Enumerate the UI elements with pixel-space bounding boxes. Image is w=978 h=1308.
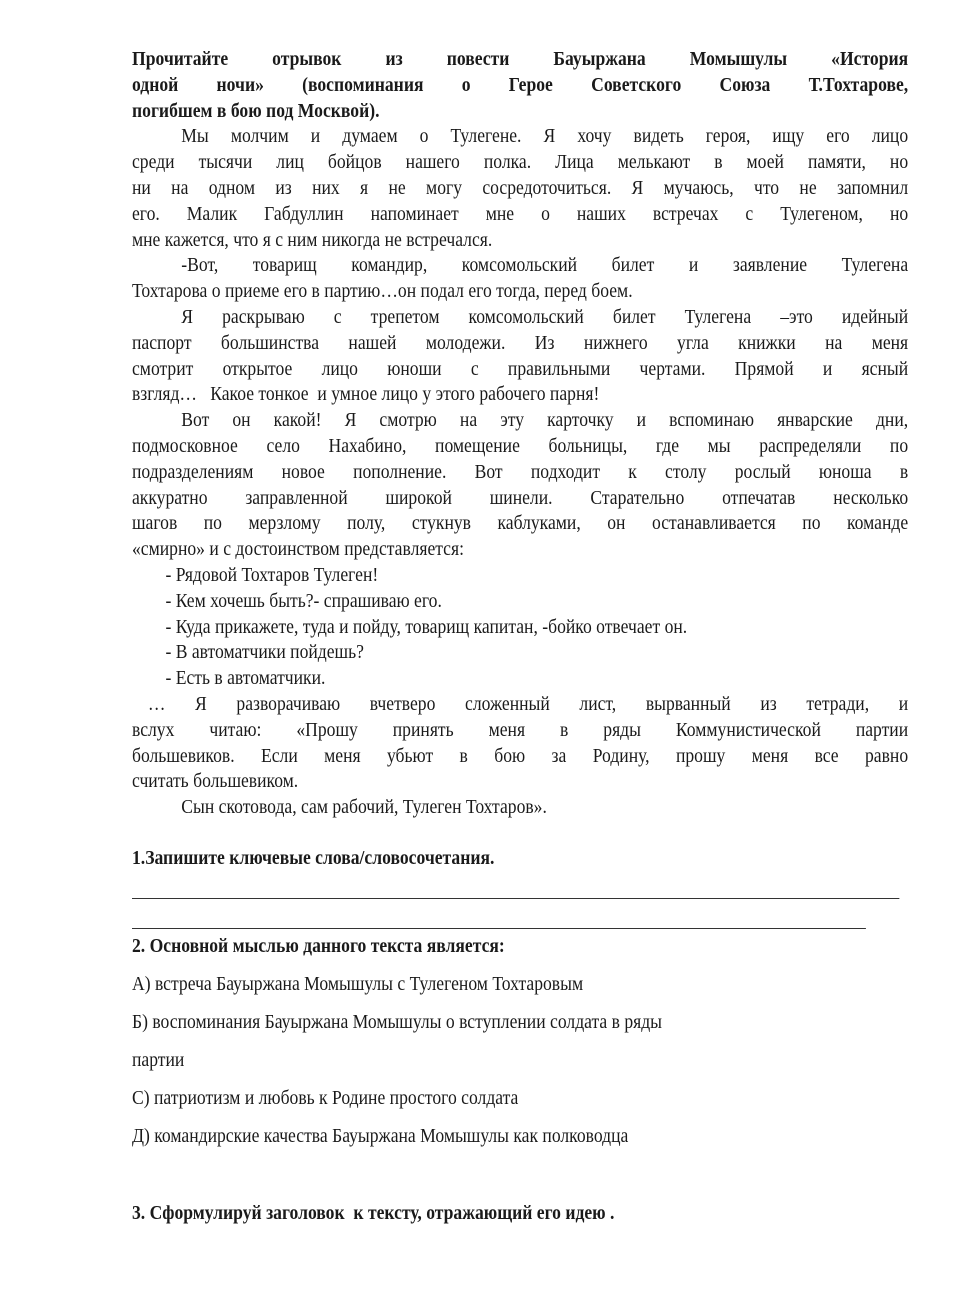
option-b-continued: партии — [132, 1049, 185, 1071]
intro-heading — [132, 47, 908, 124]
text-line: Вот он какой! Я смотрю на эту карточку и вспоминаю январские дни, — [181, 409, 909, 432]
text-line: подмосковное село Нахабино, помещение больницы, где мы распределяли по — [132, 434, 909, 457]
answer-line[interactable] — [132, 928, 866, 929]
option-b[interactable]: Б) воспоминания Бауыржана Момышулы о вступлении солдата в ряды — [132, 1011, 663, 1033]
heading-line: Прочитайте отрывок из повести Бауыржана Момышулы «История — [132, 48, 909, 70]
question-1-text: 1.Запишите ключевые слова/словосочетания. — [132, 847, 495, 869]
dialogue-line: - Куда прикажете, туда и пойду, товарищ капитан, -бойко отвечает он. — [165, 615, 688, 638]
text-line: подразделениям новое пополнение. Вот подходит к столу рослый юноша в — [132, 460, 909, 483]
text-line: мне кажется, что я с ним никогда не встречался. — [132, 228, 493, 251]
text-line: «смирно» и с достоинством представляется: — [132, 538, 464, 561]
text-line: среди тысячи лиц бойцов нашего полка. Лица мелькают в моей памяти, но — [132, 151, 909, 174]
text-line: шагов по мерзлому полу, стукнув каблуками, он останавливается по команде — [132, 512, 909, 535]
document-page — [132, 47, 909, 1224]
text-line: аккуратно заправленной широкой шинели. Старательно отпечатав несколько — [132, 486, 909, 509]
text-line: ни на одном из них я не могу сосредоточиться. Я мучаюсь, что не запомнил — [132, 176, 909, 199]
text-line: -Вот, товарищ командир, комсомольский билет и заявление Тулегена — [181, 254, 909, 277]
text-line: … Я разворачиваю вчетверо сложенный лист, вырванный из тетради, и — [147, 692, 909, 715]
text-line: паспорт большинства нашей молодежи. Из нижнего угла книжки на меня — [132, 331, 909, 354]
heading-line: одной ночи» (воспоминания о Герое Советского Союза Т.Тохтарове, — [132, 73, 909, 96]
answer-line[interactable] — [132, 898, 899, 899]
question-3-text: 3. Сформулируй заголовок к тексту, отражающий его идею . — [132, 1202, 615, 1224]
dialogue-line: - Есть в автоматчики. — [165, 667, 326, 690]
text-line: его. Малик Габдуллин напоминает мне о наших встречах с Тулегеном, но — [132, 202, 909, 225]
text-line: Тохтарова о приеме его в партию…он подал его тогда, перед боем. — [132, 280, 633, 303]
question-2-text: 2. Основной мыслью данного текста является: — [132, 935, 505, 957]
dialogue-line: - Кем хочешь быть?- спрашиваю его. — [165, 589, 442, 612]
dialogue-line: - Рядовой Тохтаров Тулеген! — [165, 563, 379, 586]
text-line: взгляд… Какое тонкое и умное лицо у этого рабочего парня! — [132, 383, 600, 406]
text-line: считать большевиком. — [132, 770, 299, 793]
option-d[interactable]: Д) командирские качества Бауыржана Момышулы как полководца — [132, 1125, 629, 1147]
text-line: Мы молчим и думаем о Тулегене. Я хочу видеть героя, ищу его лицо — [181, 125, 909, 148]
excerpt-text — [132, 124, 908, 821]
text-line: Сын скотовода, сам рабочий, Тулеген Тохтаров». — [181, 796, 547, 819]
text-line: большевиков. Если меня убьют в бою за Родину, прошу меня все равно — [132, 744, 909, 767]
option-c[interactable]: С) патриотизм и любовь к Родине простого солдата — [132, 1087, 519, 1109]
text-line: Я раскрываю с трепетом комсомольский билет Тулегена –это идейный — [181, 305, 909, 328]
option-a[interactable]: А) встреча Бауыржана Момышулы с Тулегеном Тохтаровым — [132, 973, 584, 995]
dialogue-line: - В автоматчики пойдешь? — [165, 641, 364, 664]
heading-line: погибшем в бою под Москвой). — [132, 99, 380, 122]
text-line: вслух читаю: «Прошу принять меня в ряды Коммунистической партии — [132, 718, 909, 741]
text-line: смотрит открытое лицо юноши с правильными чертами. Прямой и ясный — [132, 357, 909, 380]
